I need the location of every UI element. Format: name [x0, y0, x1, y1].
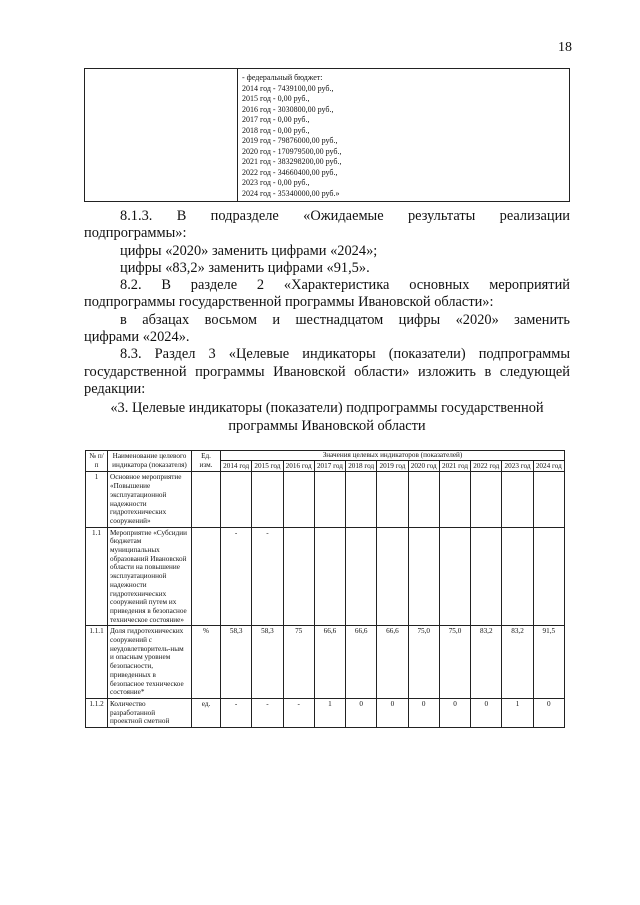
row-value: [471, 472, 502, 527]
budget-line: - федеральный бюджет:: [242, 73, 323, 82]
header-num: № п/п: [86, 451, 108, 472]
header-year: 2023 год: [502, 460, 533, 472]
row-value: -: [252, 698, 283, 727]
row-value: -: [221, 527, 252, 626]
row-unit: %: [192, 626, 221, 699]
row-value: [439, 472, 470, 527]
row-value: [283, 527, 314, 626]
row-value: 66,6: [314, 626, 345, 699]
row-unit: [192, 527, 221, 626]
section-heading-line-2: программы Ивановской области: [228, 417, 426, 434]
header-year: 2018 год: [346, 460, 377, 472]
row-value: [439, 527, 470, 626]
header-values-title: Значения целевых индикаторов (показателей): [221, 451, 565, 461]
header-year: 2021 год: [439, 460, 470, 472]
row-value: [502, 527, 533, 626]
budget-table-values-cell: [238, 69, 570, 202]
row-name: Мероприятие «Субсидии бюджетам муниципальных образований Ивановской области на повышение эксплуатационной надежности гидротехнических сооружений путем их приведения в безопасное техническое состояние»: [108, 527, 192, 626]
table-row: [86, 698, 565, 727]
text-line: цифры «83,2» заменить цифрами «91,5».: [120, 259, 370, 276]
row-value: [408, 527, 439, 626]
row-value: 75: [283, 626, 314, 699]
row-value: -: [283, 698, 314, 727]
budget-line: 2023 год - 0,00 руб.,: [242, 178, 310, 187]
row-value: [221, 472, 252, 527]
row-value: 83,2: [502, 626, 533, 699]
budget-line: 2022 год - 34660400,00 руб.,: [242, 167, 338, 177]
budget-line: 2021 год - 383298200,00 руб.,: [242, 157, 342, 166]
row-value: [533, 472, 564, 527]
row-value: 75,0: [408, 626, 439, 699]
budget-line: 2019 год - 79876000,00 руб.,: [242, 136, 338, 145]
text-line: подпрограммы государственной программы Ивановской области»:: [84, 294, 494, 311]
header-year: 2014 год: [221, 460, 252, 472]
row-name: Доля гидротехнических сооружений с неудовлетворитель-ным и опасным уровнем безопасности, приведенных в безопасное техническое состояние*: [108, 626, 192, 699]
row-unit: ед.: [192, 698, 221, 727]
row-unit: [192, 472, 221, 527]
row-value: 91,5: [533, 626, 564, 699]
text-line: 8.3. Раздел 3 «Целевые индикаторы (показатели) подпрограммы: [120, 346, 570, 363]
indicators-table: [85, 450, 565, 728]
row-value: 0: [408, 698, 439, 727]
header-year: 2017 год: [314, 460, 345, 472]
text-line: редакции:: [84, 380, 146, 397]
row-value: [252, 472, 283, 527]
row-value: -: [252, 527, 283, 626]
row-value: 0: [377, 698, 408, 727]
row-value: 1: [314, 698, 345, 727]
text-line: 8.1.3. В подразделе «Ожидаемые результаты реализации: [120, 208, 570, 224]
row-value: [283, 472, 314, 527]
text-line: в абзацах восьмом и шестнадцатом цифры «2020» заменить: [120, 311, 570, 328]
budget-line: 2018 год - 0,00 руб.,: [242, 125, 310, 135]
section-heading-line-1: «3. Целевые индикаторы (показатели) подпрограммы государственной: [110, 400, 544, 416]
row-num: 1: [86, 472, 108, 527]
header-unit: Ед. изм.: [192, 451, 221, 472]
budget-lines: [242, 73, 565, 199]
budget-line: 2024 год - 35340000,00 руб.»: [242, 188, 340, 198]
row-value: 0: [346, 698, 377, 727]
row-value: 66,6: [346, 626, 377, 699]
section-heading: [84, 400, 570, 435]
row-value: 66,6: [377, 626, 408, 699]
row-value: 75,0: [439, 626, 470, 699]
row-num: 1.1: [86, 527, 108, 626]
row-value: [471, 527, 502, 626]
text-line: подпрограммы»:: [84, 225, 187, 242]
row-value: [377, 472, 408, 527]
text-line: государственной программы Ивановской области» изложить в следующей: [84, 363, 570, 380]
row-value: 0: [471, 698, 502, 727]
row-value: -: [221, 698, 252, 727]
header-year: 2019 год: [377, 460, 408, 472]
header-year: 2024 год: [533, 460, 564, 472]
text-line: цифрами «2024».: [84, 329, 190, 346]
row-num: 1.1.2: [86, 698, 108, 727]
row-value: [533, 527, 564, 626]
row-value: 1: [502, 698, 533, 727]
budget-table: [84, 68, 570, 202]
row-value: 58,3: [221, 626, 252, 699]
header-year: 2016 год: [283, 460, 314, 472]
header-year: 2015 год: [252, 460, 283, 472]
row-value: [408, 472, 439, 527]
text-line: цифры «2020» заменить цифрами «2024»;: [120, 242, 378, 259]
amendment-text: [84, 208, 570, 398]
row-name: Основное мероприятие «Повышение эксплуатационной надежности гидротехнических сооружений»: [108, 472, 192, 527]
header-year: 2022 год: [471, 460, 502, 472]
budget-line: 2014 год - 7439100,00 руб.,: [242, 83, 334, 93]
row-value: 58,3: [252, 626, 283, 699]
budget-line: 2016 год - 3030800,00 руб.,: [242, 104, 334, 114]
row-value: [314, 472, 345, 527]
budget-line: 2020 год - 170979500,00 руб.,: [242, 146, 342, 156]
row-value: 0: [533, 698, 564, 727]
row-value: 83,2: [471, 626, 502, 699]
row-value: [502, 472, 533, 527]
row-value: [346, 472, 377, 527]
row-value: [377, 527, 408, 626]
budget-line: 2015 год - 0,00 руб.,: [242, 94, 310, 103]
table-row: [86, 626, 565, 699]
page-number: 18: [558, 40, 572, 55]
row-value: [314, 527, 345, 626]
indicators-table-body: [86, 472, 565, 728]
header-name: Наименование целевого индикатора (показателя): [108, 451, 192, 472]
header-year: 2020 год: [408, 460, 439, 472]
text-line: 8.2. В разделе 2 «Характеристика основных мероприятий: [120, 277, 570, 294]
row-num: 1.1.1: [86, 626, 108, 699]
table-row: [86, 527, 565, 626]
budget-table-label-cell: [85, 69, 238, 202]
row-value: [346, 527, 377, 626]
budget-line: 2017 год - 0,00 руб.,: [242, 115, 310, 124]
table-row: [86, 472, 565, 527]
row-name: Количество разработанной проектной сметной: [108, 698, 192, 727]
row-value: 0: [439, 698, 470, 727]
